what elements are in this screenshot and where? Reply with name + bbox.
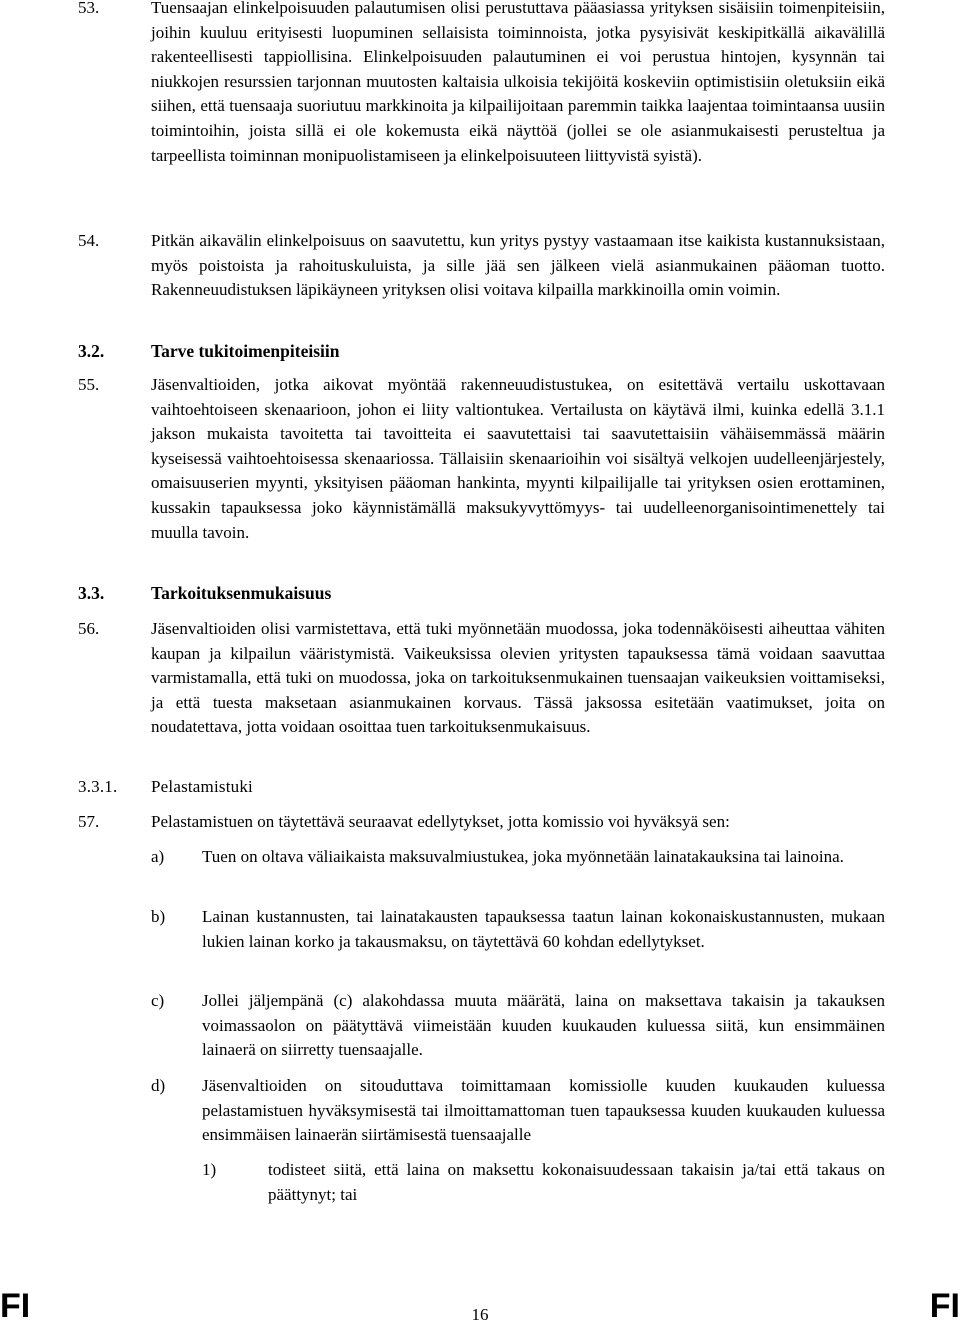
paragraph-54 xyxy=(78,229,885,303)
paragraph-53 xyxy=(78,0,885,168)
list-item-b xyxy=(151,905,885,954)
heading-number: 3.2. xyxy=(78,341,105,361)
paragraph-55 xyxy=(78,373,885,545)
list-item-label: b) xyxy=(151,907,166,926)
list-item-text: Lainan kustannusten, tai lainatakausten tapauksessa taatun lainan kokonaiskustannusten, mukaan lukien lainan korko ja takausmaksu, on täytettävä 60 kohdan edellytykset. xyxy=(202,907,885,951)
footer-language-code-right: FI xyxy=(929,1287,960,1325)
list-item-c xyxy=(151,989,885,1063)
heading-number: 3.3.1. xyxy=(78,777,118,796)
list-item-label: 1) xyxy=(202,1160,217,1179)
paragraph-number: 55. xyxy=(78,375,100,394)
section-heading-3-3 xyxy=(78,581,885,605)
heading-title: Tarve tukitoimenpiteisiin xyxy=(151,341,340,361)
paragraph-text: Jäsenvaltioiden olisi varmistettava, että tuki myönnetään muodossa, joka todennäköisesti aiheuttaa vähiten kaupan ja kilpailun vääristymistä. Vaikeuksissa olevien yritysten tapauksessa tämä voidaan saavuttaa varmistamalla, että tuki on muodossa, joka on tarkoituksenmukainen tuensaajan vaikeuksien voittamiseksi, ja että tuesta maksetaan asianmukainen korvaus. Tässä jaksossa esitetään vaatimukset, joita on noudatettava, jotta voidaan osoittaa tuen tarkoituksenmukaisuus. xyxy=(151,619,885,737)
paragraph-text: Pitkän aikavälin elinkelpoisuus on saavutettu, kun yritys pystyy vastaamaan itse kaikista kustannuksistaan, myös poistoista ja rahoituskuluista, ja sille jää sen jälkeen vielä asianmukainen pääoman tuotto. Rakenneuudistuksen läpikäyneen yrityksen olisi voitava kilpailla markkinoilla omin voimin. xyxy=(151,231,885,300)
paragraph-text: Pelastamistuen on täytettävä seuraavat edellytykset, jotta komissio voi hyväksyä sen: xyxy=(151,812,730,831)
paragraph-56 xyxy=(78,617,885,740)
list-item-a xyxy=(151,845,885,870)
paragraph-number: 56. xyxy=(78,619,100,638)
heading-title: Tarkoituksenmukaisuus xyxy=(151,583,332,603)
paragraph-number: 54. xyxy=(78,231,100,250)
list-item-label: c) xyxy=(151,991,165,1010)
list-subitem-d1 xyxy=(202,1158,885,1207)
list-item-text: Tuen on oltava väliaikaista maksuvalmiustukea, joka myönnetään lainatakauksina tai lainoina. xyxy=(202,847,844,866)
list-item-label: d) xyxy=(151,1076,166,1095)
paragraph-number: 53. xyxy=(78,0,100,17)
footer-language-code-left: FI xyxy=(0,1287,31,1325)
section-heading-3-2 xyxy=(78,339,885,363)
list-item-text: todisteet siitä, että laina on maksettu kokonaisuudessaan takaisin ja/tai että takaus on päättynyt; tai xyxy=(268,1160,885,1204)
list-item-text: Jäsenvaltioiden on sitouduttava toimittamaan komissiolle kuuden kuukauden kuluessa pelastamistuen hyväksymisestä tai ilmoittamattoman tuen tapauksessa kuuden kuukauden kuluessa ensimmäisen lainaerän siirtämisestä tuensaajalle xyxy=(202,1076,885,1145)
list-item-label: a) xyxy=(151,847,165,866)
heading-title: Pelastamistuki xyxy=(151,777,253,796)
heading-number: 3.3. xyxy=(78,583,105,603)
paragraph-text: Tuensaajan elinkelpoisuuden palautumisen olisi perustuttava pääasiassa yrityksen sisäisiin toimenpiteisiin, joihin kuuluu erityisesti luopuminen sellaisista toiminnoista, jotka pysyisivät keskipitkällä aikavälillä rakenteellisesti tappiollisina. Elinkelpoisuuden palautuminen ei voi perustua hintojen, kysynnän tai niukkojen resurssien tarjonnan muutosten kaltaisia ulkoisia tekijöitä koskeviin optimistisiin oletuksiin eikä siihen, että tuensaaja suoriutuu markkinoita ja kilpailijoitaan paremmin taikka laajentaa toimintaansa uusiin toimintoihin, joista sillä ei ole kokemusta eikä näyttöä (jollei se ole asianmukaisesti perusteltua ja tarpeellista toiminnan monipuolistamiseen ja elinkelpoisuuteen liittyvistä syistä). xyxy=(151,0,885,165)
list-item-d xyxy=(151,1074,885,1148)
list-item-text: Jollei jäljempänä (c) alakohdassa muuta määrätä, laina on maksettava takaisin ja takauksen voimassaolon on päätyttävä viimeistään kuuden kuukauden kuluessa siitä, kun ensimmäinen lainaerä on siirretty tuensaajalle. xyxy=(202,991,885,1060)
page-number: 16 xyxy=(471,1305,489,1324)
paragraph-number: 57. xyxy=(78,812,100,831)
paragraph-57 xyxy=(78,810,885,835)
subsection-heading-3-3-1 xyxy=(78,775,885,799)
paragraph-text: Jäsenvaltioiden, jotka aikovat myöntää rakenneuudistustukea, on esitettävä vertailu uskottavaan vaihtoehtoiseen skenaarioon, johon ei liity valtiontukea. Vertailusta on käytävä ilmi, kuinka edellä 3.1.1 jakson mukaista tavoitetta tai tavoitteita ei saavutettaisi tai saavutettaisiin vähäisemmässä määrin kyseisessä vaihtoehtoisessa skenaariossa. Tällaisiin skenaarioihin voi sisältyä velkojen uudelleenjärjestely, omaisuuserien myynti, yksityisen pääoman hankinta, myynti kilpailijalle tai yrityksen osien erottaminen, kussakin tapauksessa joko käynnistämällä maksukyvyttömyys- tai uudelleenorganisointimenettely tai muulla tavoin. xyxy=(151,375,885,542)
